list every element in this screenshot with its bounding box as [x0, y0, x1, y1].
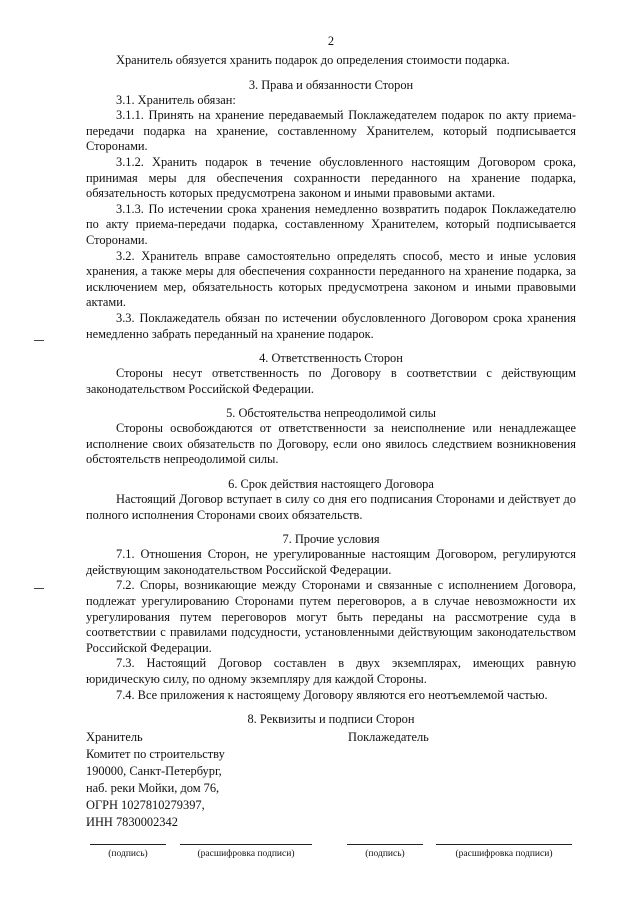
section-title: 5. Обстоятельства непреодолимой силы — [226, 406, 436, 421]
paragraph: 3.3. Поклажедатель обязан по истечении обусловленного Договором срока хранения немедленно забрать переданный на хранение подарок. — [86, 310, 576, 341]
section-title: 3. Права и обязанности Сторон — [248, 77, 414, 92]
requisites-title: 8. Реквизиты и подписи Сторон — [247, 712, 415, 727]
paragraph: Настоящий Договор вступает в силу со дня его подписания Сторонами и действует до полного исполнения Сторонами своих обязательств. — [86, 492, 576, 522]
section-title: 7. Прочие условия — [282, 532, 380, 547]
signature-label: (подпись) — [108, 849, 148, 859]
paragraph: 7.3. Настоящий Договор составлен в двух экземплярах, имеющих равную юридическую силу, по одному экземпляру для каждой Стороны. — [86, 656, 576, 686]
paragraph: 3.2. Хранитель вправе самостоятельно определять способ, место и иные условия хранения, а также меры для обеспечения сохранности переданного на хранение подарка, за исключением мер, обязательность которых предусмотрена законом и иными правовыми актами. — [86, 248, 576, 310]
paragraph: 3.1.3. По истечении срока хранения немедленно возвратить подарок Поклажедателю по акту приема-передачи подарка, составленному Хранителем, который подписывается Сторонами. — [86, 201, 576, 247]
depositor-requisites — [348, 729, 429, 831]
signature-area — [0, 844, 640, 874]
depositor-heading: Поклажедатель — [348, 730, 429, 745]
keeper-line: 190000, Санкт-Петербург, — [86, 764, 222, 779]
keeper-heading: Хранитель — [86, 730, 143, 745]
paragraph: Стороны освобождаются от ответственности за неисполнение или ненадлежащее исполнение своих обязательств по Договору, если оно явилось следствием возникновения обстоятельств непреодолимой силы. — [86, 421, 576, 467]
paragraph: 7.2. Споры, возникающие между Сторонами и связанные с исполнением Договора, подлежат урегулированию Сторонами путем переговоров, а в случае невозможности их урегулирования путем переговоров могут быть переданы на рассмотрение суда в соответствии с правилами подсудности, установленными действующим законодательством Российской Федерации. — [86, 578, 576, 655]
keeper-line: наб. реки Мойки, дом 76, — [86, 781, 220, 796]
paragraph: 7.1. Отношения Сторон, не урегулированные настоящим Договором, регулируются действующим законодательством Российской Федерации. — [86, 547, 576, 577]
keeper-signature-line — [90, 844, 166, 845]
keeper-line: ОГРН 1027810279397, — [86, 798, 205, 813]
keeper-line: Комитет по строительству — [86, 747, 225, 762]
decoding-label: (расшифровка подписи) — [455, 849, 553, 859]
paragraph: 3.1.1. Принять на хранение передаваемый Поклажедателем подарок по акту приема-передачи подарка на хранение, составленному Хранителем, который подписывается Сторонами. — [86, 108, 576, 154]
margin-mark — [34, 588, 44, 589]
paragraph: 3.1.2. Хранить подарок в течение обусловленного настоящим Договором срока, принимая меры для обеспечения сохранности переданного на хранение подарка, обязательность которых предусмотрена законом и иными правовыми актами. — [86, 154, 576, 201]
intro-paragraph: Хранитель обязуется хранить подарок до определения стоимости подарка. — [116, 53, 510, 67]
document-page — [86, 34, 576, 831]
paragraph: Стороны несут ответственность по Договору в соответствии с действующим законодательством Российской Федерации. — [86, 366, 576, 396]
section-title: 4. Ответственность Сторон — [259, 351, 403, 366]
paragraph: 3.1. Хранитель обязан: — [116, 92, 236, 107]
section-title: 6. Срок действия настоящего Договора — [228, 477, 434, 492]
page-number: 2 — [327, 34, 335, 48]
decoding-label: (расшифровка подписи) — [197, 849, 295, 859]
depositor-decoding-line — [436, 844, 572, 845]
signature-label: (подпись) — [365, 849, 405, 859]
keeper-line: ИНН 7830002342 — [86, 815, 178, 830]
margin-mark — [34, 340, 44, 341]
requisites-block — [86, 729, 576, 831]
paragraph: 7.4. Все приложения к настоящему Договору являются его неотъемлемой частью. — [116, 687, 548, 702]
depositor-signature-line — [347, 844, 423, 845]
keeper-requisites — [86, 729, 348, 831]
keeper-decoding-line — [180, 844, 312, 845]
